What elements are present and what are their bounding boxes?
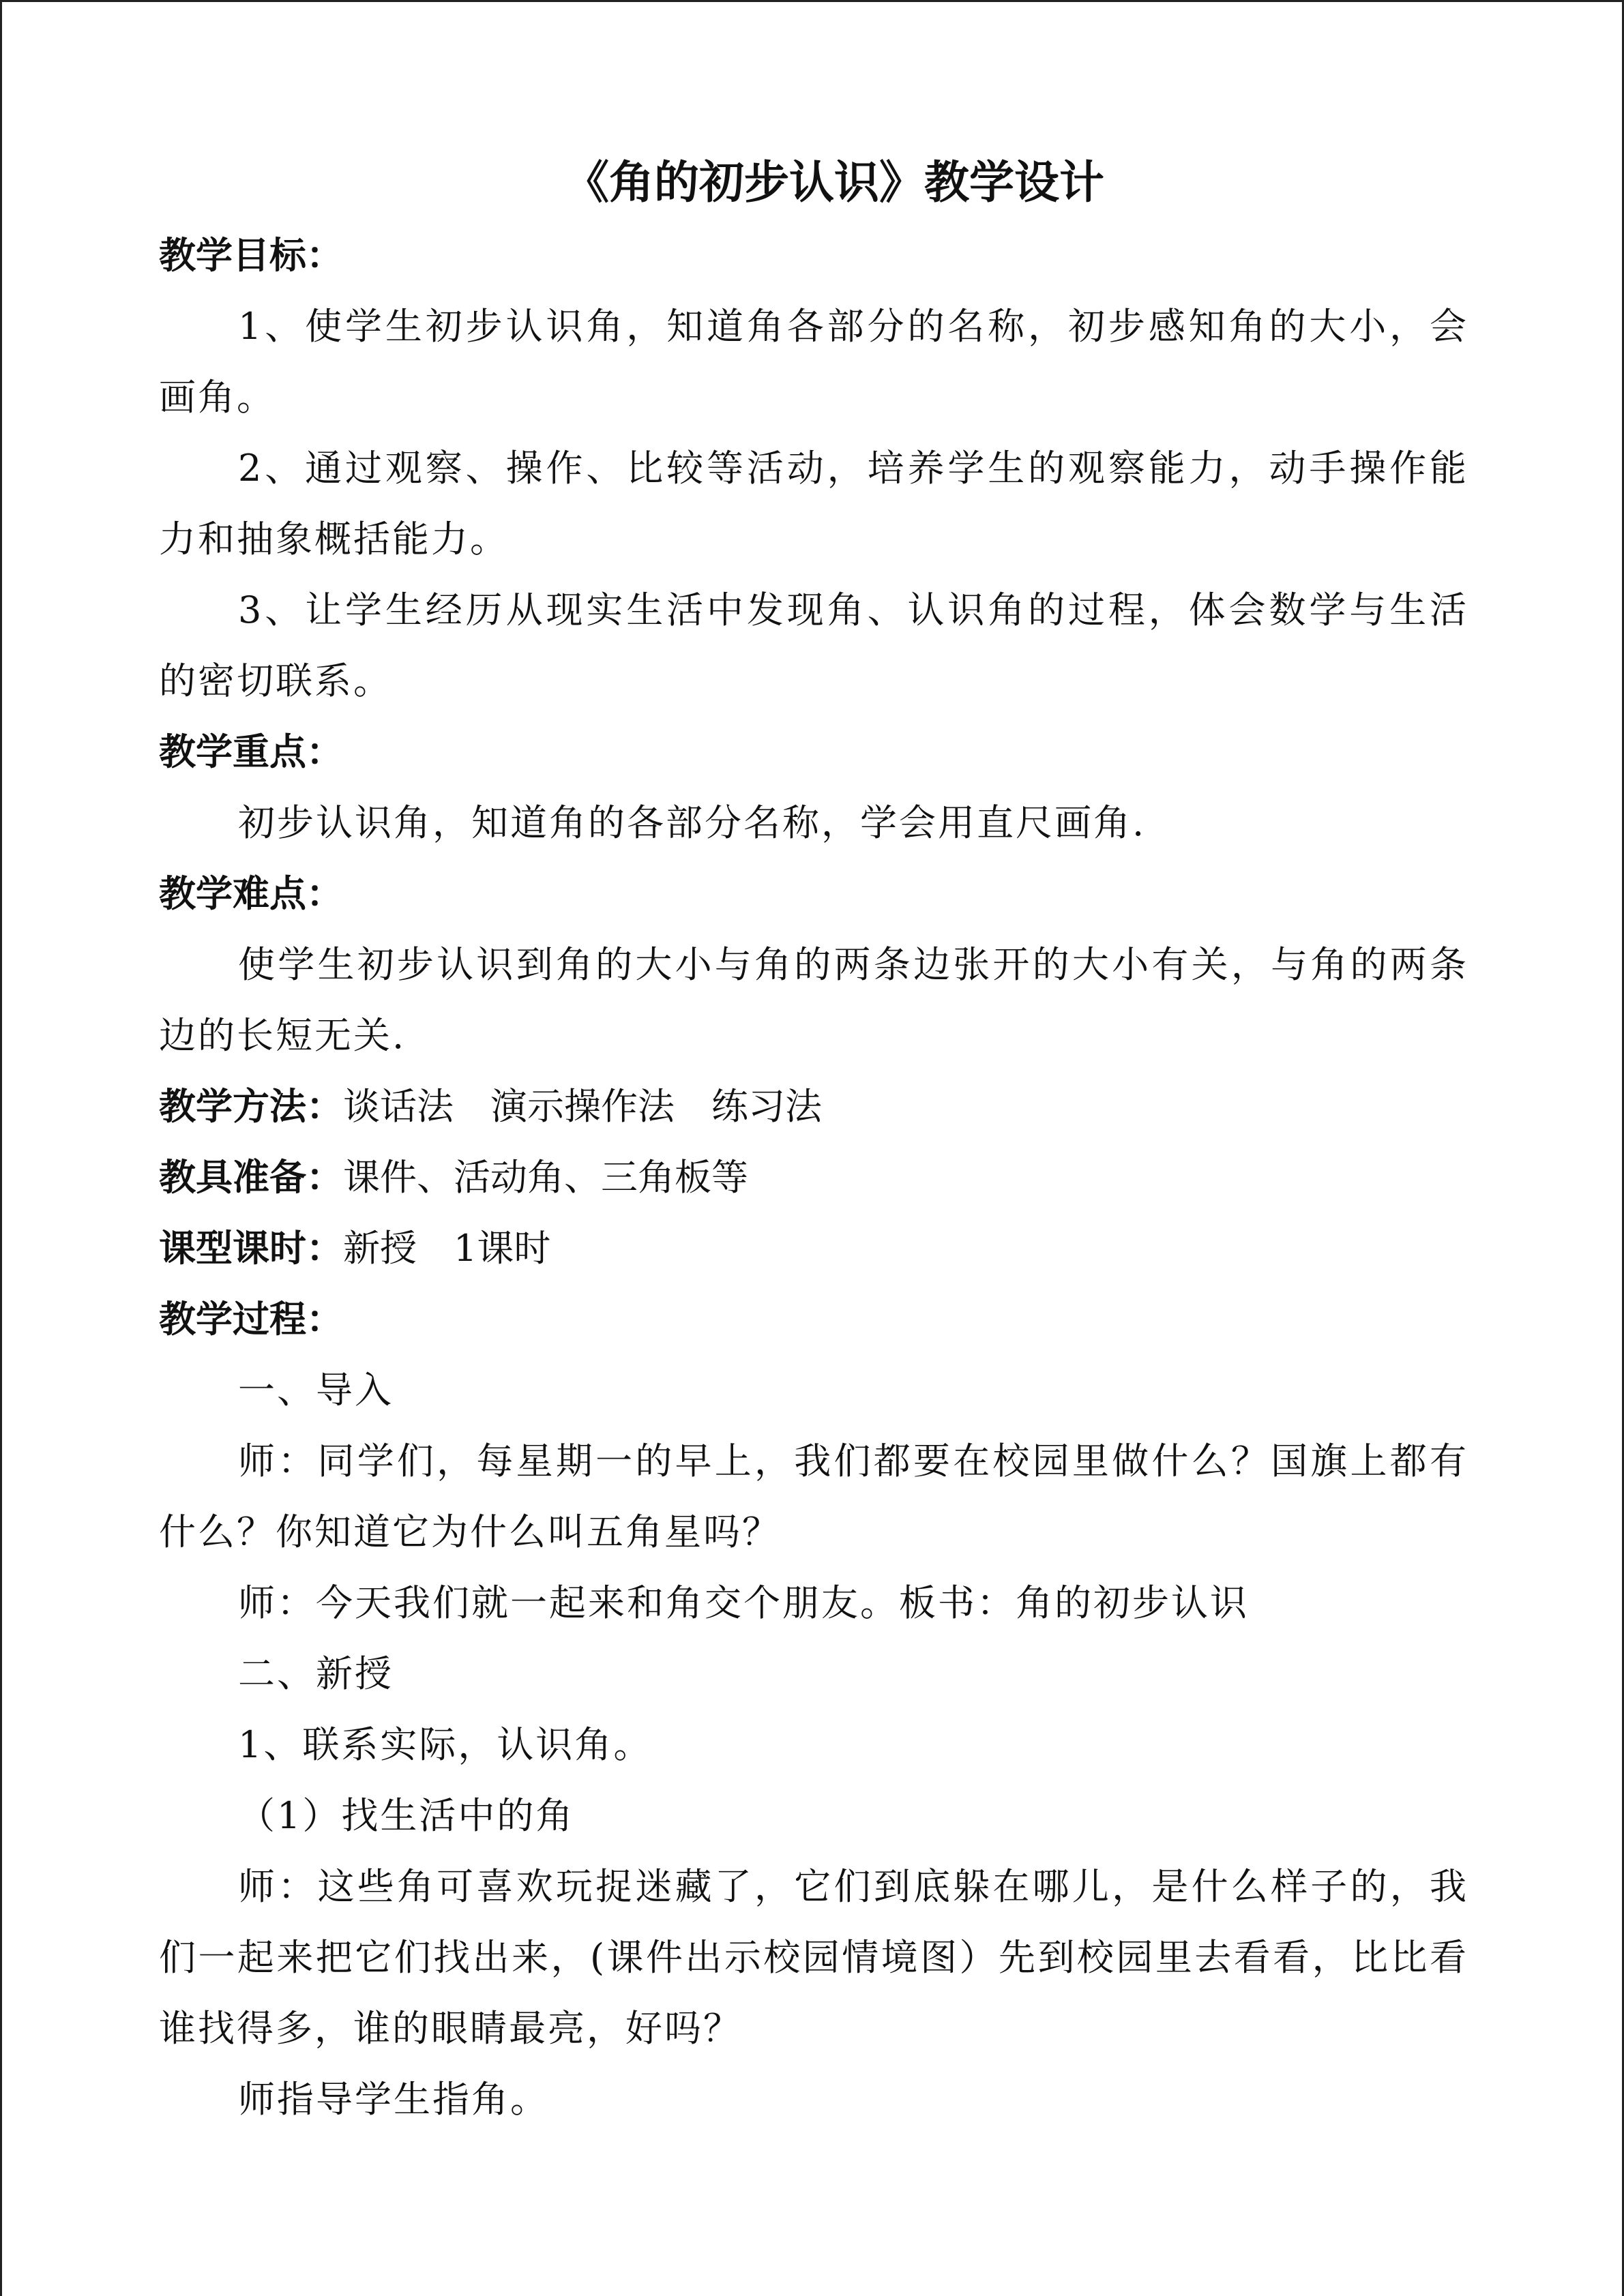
section-title: 一、导入 <box>238 1369 394 1412</box>
document-body <box>159 145 1468 2135</box>
process-paragraph: 师：今天我们就一起来和角交个朋友。板书：角的初步认识 <box>238 1581 1249 1624</box>
process-paragraph: 师：同学们，每星期一的早上，我们都要在校园里做什么？国旗上都有什么？你知道它为什么叫五角星吗？ <box>159 1440 1468 1553</box>
document-title: 《角的初步认识》教学设计 <box>564 156 1104 209</box>
lesson-type-value: 新授 1课时 <box>343 1227 551 1270</box>
difficulty-text: 使学生初步认识到角的大小与角的两条边张开的大小有关，与角的两条边的长短无关. <box>159 943 1468 1057</box>
objective-item: 1、使学生初步认识角，知道角各部分的名称，初步感知角的大小，会画角。 <box>159 305 1468 419</box>
process-heading: 教学过程： <box>159 1298 343 1341</box>
step-subtitle: （1）找生活中的角 <box>238 1794 575 1837</box>
objective-item: 2、通过观察、操作、比较等活动，培养学生的观察能力，动手操作能力和抽象概括能力。 <box>159 447 1468 561</box>
method-label: 教学方法： <box>159 1085 343 1128</box>
section-title: 二、新授 <box>238 1652 394 1695</box>
key-point-heading: 教学重点： <box>159 730 343 773</box>
key-point-text: 初步认识角，知道角的各部分名称，学会用直尺画角. <box>238 801 1147 844</box>
process-paragraph: 师指导学生指角。 <box>238 2078 549 2121</box>
process-paragraph: 师：这些角可喜欢玩捉迷藏了，它们到底躲在哪儿，是什么样子的，我们一起来把它们找出来，(课件出示校园情境图）先到校园里去看看，比比看谁找得多，谁的眼睛最亮，好吗？ <box>159 1865 1468 2050</box>
lesson-type-label: 课型课时： <box>159 1227 343 1270</box>
method-value: 谈话法 演示操作法 练习法 <box>343 1085 822 1128</box>
tools-row <box>159 1142 1468 1213</box>
method-row <box>159 1071 1468 1142</box>
step-title: 1、联系实际，认识角。 <box>238 1723 653 1766</box>
objective-item: 3、让学生经历从现实生活中发现角、认识角的过程，体会数学与生活的密切联系。 <box>159 588 1468 702</box>
tools-label: 教具准备： <box>159 1156 343 1199</box>
difficulty-heading: 教学难点： <box>159 872 343 915</box>
objectives-heading: 教学目标： <box>159 234 343 277</box>
lesson-type-row <box>159 1213 1468 1284</box>
tools-value: 课件、活动角、三角板等 <box>343 1156 748 1199</box>
